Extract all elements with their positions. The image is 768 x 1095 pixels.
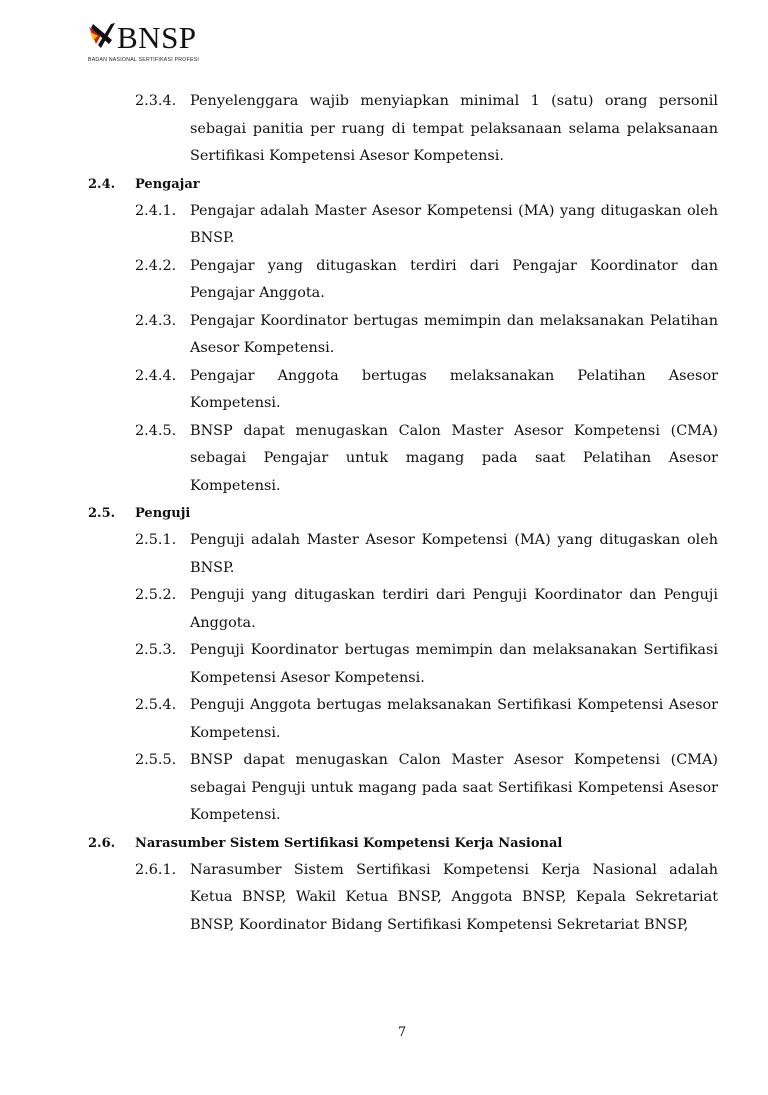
list-item <box>88 857 718 940</box>
item-number: 2.6.1. <box>135 861 177 878</box>
item-text: BNSP dapat menugaskan Calon Master Asesor Kompetensi (CMA) sebagai Penguji untuk magang pada saat Sertifikasi Kompetensi Asesor Kompetensi. <box>190 752 718 823</box>
document-body <box>88 88 718 939</box>
item-number: 2.5.1. <box>135 532 177 548</box>
item-text: Pengajar yang ditugaskan terdiri dari Pengajar Koordinator dan Pengajar Anggota. <box>190 257 718 301</box>
section-heading <box>88 500 718 527</box>
item-number: 2.3.4. <box>135 93 177 109</box>
logo-text: BNSP <box>117 20 197 55</box>
section-number: 2.4. <box>88 176 116 192</box>
item-text: Penguji adalah Master Asesor Kompetensi (MA) yang ditugaskan oleh BNSP. <box>190 532 718 576</box>
item-text: Penguji Anggota bertugas melaksanakan Sertifikasi Kompetensi Asesor Kompetensi. <box>190 697 718 741</box>
item-text: Penyelenggara wajib menyiapkan minimal 1 (satu) orang personil sebagai panitia per ruang di tempat pelaksanaan selama pelaksanaan Sertifikasi Kompetensi Asesor Kompetensi. <box>190 93 718 164</box>
section-title: Penguji <box>135 506 191 521</box>
list-item <box>88 527 718 582</box>
item-text: Pengajar Anggota bertugas melaksanakan Pelatihan Asesor Kompetensi. <box>190 367 718 411</box>
list-item <box>88 637 718 692</box>
list-item <box>88 692 718 747</box>
list-item <box>88 253 718 308</box>
item-number: 2.4.1. <box>135 202 177 219</box>
item-text: Pengajar adalah Master Asesor Kompetensi (MA) yang ditugaskan oleh BNSP. <box>190 202 718 246</box>
list-item <box>88 308 718 363</box>
list-item <box>88 88 718 171</box>
item-text: Penguji yang ditugaskan terdiri dari Penguji Koordinator dan Penguji Anggota. <box>190 587 718 631</box>
item-number: 2.5.4. <box>135 697 177 713</box>
item-text: Penguji Koordinator bertugas memimpin dan melaksanakan Sertifikasi Kompetensi Asesor Kompetensi. <box>190 642 718 686</box>
item-number: 2.4.3. <box>135 312 177 329</box>
section-title: Pengajar <box>135 176 200 192</box>
section-heading <box>88 171 718 198</box>
item-number: 2.5.3. <box>135 642 177 658</box>
list-item <box>88 747 718 830</box>
list-item <box>88 418 718 501</box>
section-title: Narasumber Sistem Sertifikasi Kompetensi Kerja Nasional <box>135 835 563 851</box>
section-heading <box>88 830 718 857</box>
item-number: 2.4.2. <box>135 257 177 274</box>
page-number: 7 <box>397 1025 407 1040</box>
item-text: Narasumber Sistem Sertifikasi Kompetensi Kerja Nasional adalah Ketua BNSP, Wakil Ketua BNSP, Anggota BNSP, Kepala Sekretariat BNSP, Koordinator Bidang Sertifikasi Kompetensi Sekretariat BNSP, <box>190 861 718 933</box>
item-text: Pengajar Koordinator bertugas memimpin dan melaksanakan Pelatihan Asesor Kompetensi. <box>190 312 718 356</box>
item-number: 2.5.5. <box>135 752 177 768</box>
item-number: 2.4.5. <box>135 422 177 439</box>
list-item <box>88 582 718 637</box>
section-number: 2.5. <box>88 506 116 521</box>
list-item <box>88 198 718 253</box>
section-number: 2.6. <box>88 835 116 851</box>
bnsp-emblem-icon <box>88 23 118 49</box>
item-number: 2.4.4. <box>135 367 177 384</box>
logo-subtitle: BADAN NASIONAL SERTIFIKASI PROFESI <box>88 57 200 63</box>
item-text: BNSP dapat menugaskan Calon Master Asesor Kompetensi (CMA) sebagai Pengajar untuk magang pada saat Pelatihan Asesor Kompetensi. <box>190 422 718 494</box>
list-item <box>88 363 718 418</box>
item-number: 2.5.2. <box>135 587 177 603</box>
